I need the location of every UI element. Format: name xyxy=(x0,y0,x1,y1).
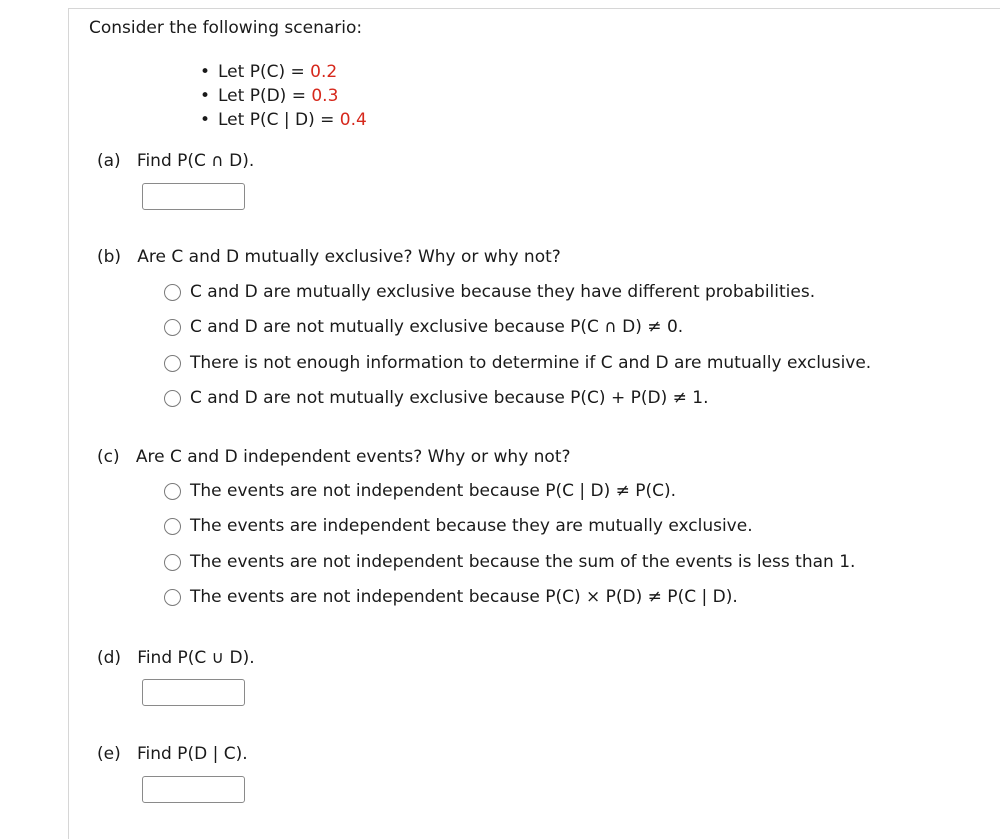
part-d-prompt: Find P(C ∪ D). xyxy=(137,648,255,668)
answer-a-input[interactable] xyxy=(142,183,245,210)
answer-e-input[interactable] xyxy=(142,776,245,803)
given-pcd-value: 0.4 xyxy=(339,110,367,130)
radio-b-3[interactable] xyxy=(164,355,181,372)
option-c-1[interactable]: The events are not independent because P(C | D) ≠ P(C). xyxy=(164,480,676,502)
given-pd-value: 0.3 xyxy=(311,86,339,106)
part-a-label: (a) Find P(C ∩ D). xyxy=(97,151,255,171)
option-b-2[interactable]: C and D are not mutually exclusive because P(C ∩ D) ≠ 0. xyxy=(164,316,683,338)
option-c-4[interactable]: The events are not independent because P(C) × P(D) ≠ P(C | D). xyxy=(164,586,738,608)
radio-b-1[interactable] xyxy=(164,284,181,301)
radio-c-4[interactable] xyxy=(164,589,181,606)
option-b-1[interactable]: C and D are mutually exclusive because they have different probabilities. xyxy=(164,281,815,303)
given-pd: • Let P(D) = 0.3 xyxy=(200,84,367,108)
given-pc: • Let P(C) = 0.2 xyxy=(200,60,367,84)
given-pcd: • Let P(C | D) = 0.4 xyxy=(200,108,367,132)
radio-c-3[interactable] xyxy=(164,554,181,571)
part-c-prompt: Are C and D independent events? Why or why not? xyxy=(135,447,571,467)
part-d-label: (d) Find P(C ∪ D). xyxy=(97,648,255,668)
givens-list xyxy=(200,60,367,132)
part-c-label: (c) Are C and D independent events? Why or why not? xyxy=(97,447,571,467)
part-b-label: (b) Are C and D mutually exclusive? Why or why not? xyxy=(97,247,561,267)
part-b-prompt: Are C and D mutually exclusive? Why or why not? xyxy=(137,247,561,267)
radio-c-2[interactable] xyxy=(164,518,181,535)
option-c-3[interactable]: The events are not independent because the sum of the events is less than 1. xyxy=(164,551,855,573)
part-e-prompt: Find P(D | C). xyxy=(136,744,248,764)
given-pc-value: 0.2 xyxy=(310,62,338,82)
question-frame xyxy=(68,8,1000,839)
option-c-2[interactable]: The events are independent because they are mutually exclusive. xyxy=(164,515,753,537)
radio-b-4[interactable] xyxy=(164,390,181,407)
intro-text: Consider the following scenario: xyxy=(89,18,363,38)
radio-c-1[interactable] xyxy=(164,483,181,500)
part-e-label: (e) Find P(D | C). xyxy=(97,744,248,764)
option-b-3[interactable]: There is not enough information to determine if C and D are mutually exclusive. xyxy=(164,352,871,374)
radio-b-2[interactable] xyxy=(164,319,181,336)
option-b-4[interactable]: C and D are not mutually exclusive because P(C) + P(D) ≠ 1. xyxy=(164,387,709,409)
part-a-prompt: Find P(C ∩ D). xyxy=(136,151,255,171)
answer-d-input[interactable] xyxy=(142,679,245,706)
